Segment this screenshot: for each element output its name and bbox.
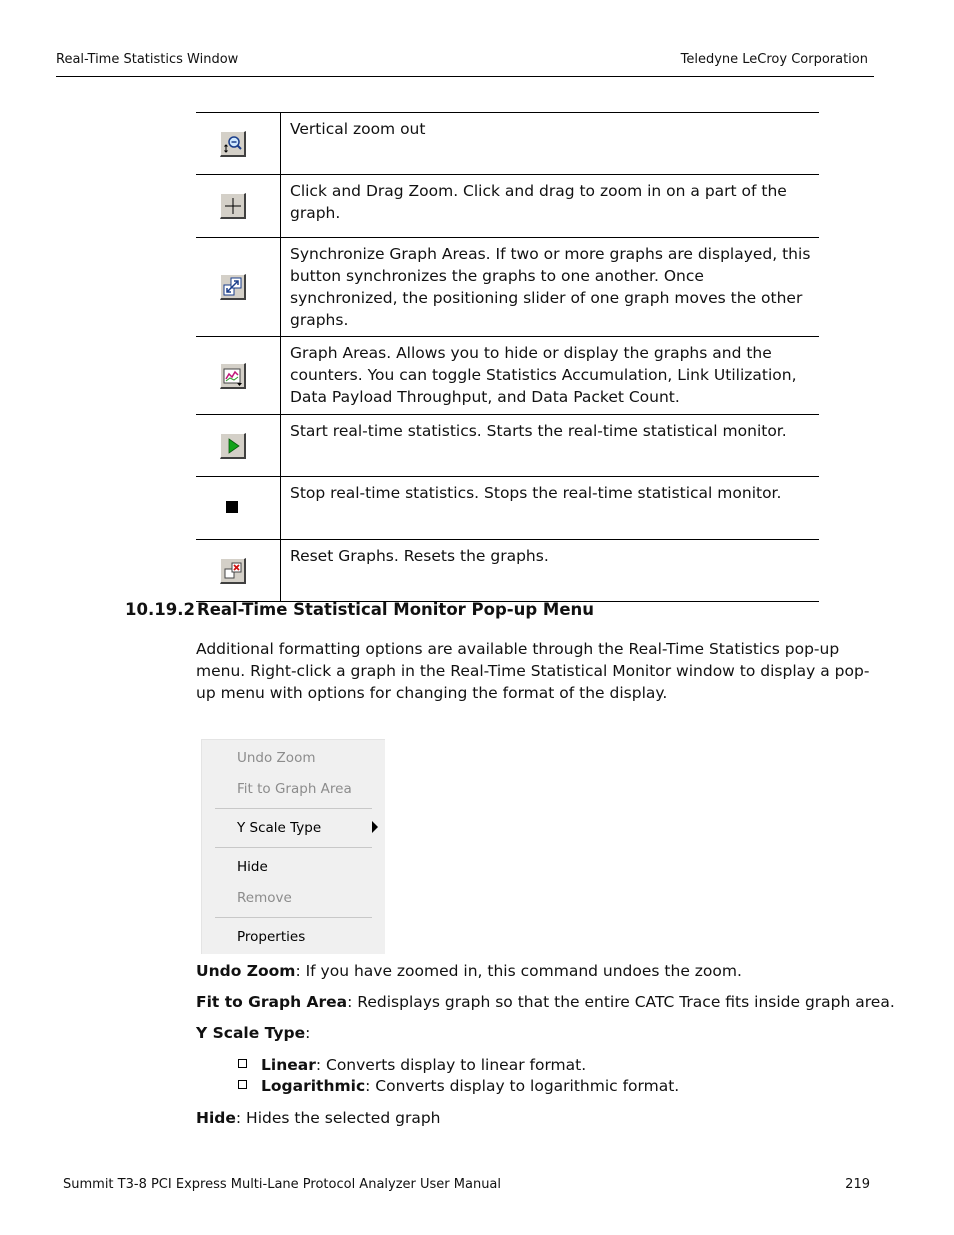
table-row xyxy=(196,540,819,602)
menu-separator xyxy=(215,847,372,848)
definition-undo-zoom: Undo Zoom: If you have zoomed in, this command undoes the zoom. xyxy=(196,962,742,980)
definition-hide: Hide: Hides the selected graph xyxy=(196,1109,441,1127)
stop-icon xyxy=(220,495,246,521)
list-item: Logarithmic: Converts display to logarithmic format. xyxy=(238,1075,679,1097)
menu-item-remove[interactable]: Remove xyxy=(237,890,292,906)
checkbox-bullet-icon xyxy=(238,1080,247,1089)
page-number: 219 xyxy=(845,1177,870,1192)
header-title: Real-Time Statistics Window xyxy=(56,52,239,67)
list-item: Linear: Converts display to linear format. xyxy=(238,1054,586,1076)
header-divider xyxy=(56,76,874,77)
table-row xyxy=(196,415,819,477)
synchronize-graph-areas-icon xyxy=(220,274,246,300)
table-row xyxy=(196,175,819,238)
table-cell-description: Vertical zoom out xyxy=(281,113,820,175)
menu-separator xyxy=(215,917,372,918)
checkbox-bullet-icon xyxy=(238,1059,247,1068)
section-number: 10.19.2 xyxy=(125,600,195,619)
table-row xyxy=(196,238,819,337)
toolbar-icon-table xyxy=(196,112,819,602)
table-row xyxy=(196,113,819,175)
vertical-zoom-out-icon xyxy=(220,131,246,157)
click-drag-zoom-icon xyxy=(220,193,246,219)
definition-y-scale-type: Y Scale Type: xyxy=(196,1024,311,1042)
menu-item-fit-to-graph-area[interactable]: Fit to Graph Area xyxy=(237,781,352,797)
popup-menu xyxy=(201,739,385,954)
header-company: Teledyne LeCroy Corporation xyxy=(680,52,868,67)
table-cell-description: Reset Graphs. Resets the graphs. xyxy=(281,540,820,602)
table-row xyxy=(196,477,819,540)
table-cell-description: Start real-time statistics. Starts the real-time statistical monitor. xyxy=(281,415,820,477)
footer-manual-title: Summit T3-8 PCI Express Multi-Lane Protocol Analyzer User Manual xyxy=(63,1177,502,1192)
intro-paragraph: Additional formatting options are available through the Real-Time Statistics pop-up menu. Right-click a graph in the Real-Time Statistical Monitor window to display a pop-up menu with options for changing the format of the display. xyxy=(196,640,870,702)
submenu-arrow-icon xyxy=(372,821,378,833)
section-heading xyxy=(125,600,594,619)
menu-item-undo-zoom[interactable]: Undo Zoom xyxy=(237,750,316,766)
definition-fit-to-graph-area: Fit to Graph Area: Redisplays graph so that the entire CATC Trace fits inside graph area. xyxy=(196,993,895,1011)
table-cell-description: Synchronize Graph Areas. If two or more graphs are displayed, this button synchronizes the graphs to one another. Once synchronized, the positioning slider of one graph moves the other graphs. xyxy=(281,238,820,337)
reset-graphs-icon xyxy=(220,558,246,584)
section-title: Real-Time Statistical Monitor Pop-up Menu xyxy=(197,600,595,619)
table-cell-description: Click and Drag Zoom. Click and drag to zoom in on a part of the graph. xyxy=(281,175,820,238)
menu-item-properties[interactable]: Properties xyxy=(237,929,306,945)
table-cell-description: Stop real-time statistics. Stops the real-time statistical monitor. xyxy=(281,477,820,540)
start-icon xyxy=(220,433,246,459)
menu-separator xyxy=(215,808,372,809)
menu-item-y-scale-type[interactable]: Y Scale Type xyxy=(237,820,322,836)
menu-item-hide[interactable]: Hide xyxy=(237,859,268,875)
table-row xyxy=(196,337,819,415)
table-cell-description: Graph Areas. Allows you to hide or display the graphs and the counters. You can toggle Statistics Accumulation, Link Utilization, Data Payload Throughput, and Data Packet Count. xyxy=(281,337,820,415)
graph-areas-icon xyxy=(220,363,246,389)
